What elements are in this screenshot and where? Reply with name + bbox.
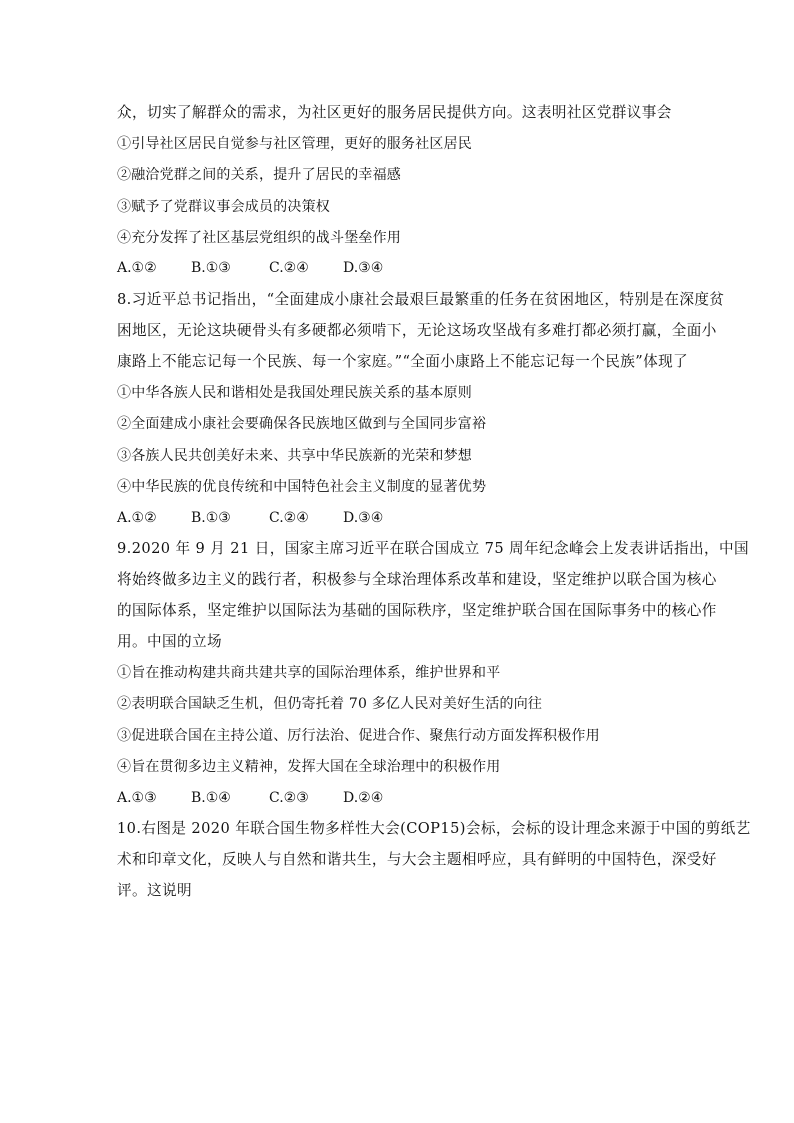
q8-option-4: ④中华民族的优良传统和中国特色社会主义制度的显著优势 (117, 479, 487, 495)
q7-choices (117, 258, 403, 278)
q8-stem-line-1: 8.习近平总书记指出，“全面建成小康社会最艰巨最繁重的任务在贫困地区，特别是在深度贫 (117, 291, 725, 308)
q9-choice-d: D.②④ (343, 790, 384, 806)
q10-stem-line-2: 术和印章文化，反映人与自然和谐共生，与大会主题相呼应，具有鲜明的中国特色，深受好 (117, 851, 717, 868)
q10-stem-line-3: 评。这说明 (117, 882, 192, 899)
q7-choice-d: D.③④ (343, 260, 384, 276)
q8-option-1: ①中华各族人民和谐相处是我国处理民族关系的基本原则 (117, 385, 472, 401)
q8-choices (117, 508, 403, 528)
q7-choice-b: B.①③ (191, 260, 231, 276)
q9-choice-a: A.①③ (117, 790, 157, 806)
q9-option-4: ④旨在贯彻多边主义精神，发挥大国在全球治理中的积极作用 (117, 759, 501, 775)
q10-stem-line-1: 10.右图是 2020 年联合国生物多样性大会(COP15)会标，会标的设计理念来源于中国的剪纸艺 (117, 820, 751, 837)
q9-choices (117, 788, 403, 808)
q7-choice-c: C.②④ (269, 260, 309, 276)
q8-stem-line-2: 困地区，无论这块硬骨头有多硬都必须啃下，无论这场攻坚战有多难打都必须打赢，全面小 (117, 322, 717, 339)
q7-option-2: ②融洽党群之间的关系，提升了居民的幸福感 (117, 167, 401, 183)
q8-option-3: ③各族人民共创美好未来、共享中华民族新的光荣和梦想 (117, 448, 472, 464)
q7-stem-tail: 众，切实了解群众的需求，为社区更好的服务居民提供方向。这表明社区党群议事会 (117, 104, 672, 121)
q8-choice-d: D.③④ (343, 510, 384, 526)
q8-stem-line-3: 康路上不能忘记每一个民族、每一个家庭。”“全面小康路上不能忘记每一个民族”体现了 (117, 353, 689, 370)
q8-option-2: ②全面建成小康社会要确保各民族地区做到与全国同步富裕 (117, 416, 487, 432)
q9-choice-b: B.①④ (191, 790, 231, 806)
q9-option-2: ②表明联合国缺乏生机，但仍寄托着 70 多亿人民对美好生活的向往 (117, 696, 543, 712)
q7-option-4: ④充分发挥了社区基层党组织的战斗堡垒作用 (117, 230, 401, 246)
q8-choice-a: A.①② (117, 510, 157, 526)
q7-option-3: ③赋予了党群议事会成员的决策权 (117, 199, 330, 215)
q7-choice-a: A.①② (117, 260, 157, 276)
q9-option-1: ①旨在推动构建共商共建共享的国际治理体系，维护世界和平 (117, 665, 501, 681)
q9-option-3: ③促进联合国在主持公道、厉行法治、促进合作、聚焦行动方面发挥积极作用 (117, 728, 600, 744)
q8-choice-b: B.①③ (191, 510, 231, 526)
q9-choice-c: C.②③ (269, 790, 309, 806)
q9-stem-line-1: 9.2020 年 9 月 21 日，国家主席习近平在联合国成立 75 周年纪念峰会上发表讲话指出，中国 (117, 540, 749, 557)
q7-option-1: ①引导社区居民自觉参与社区管理，更好的服务社区居民 (117, 136, 472, 152)
q9-stem-line-3: 的国际体系，坚定维护以国际法为基础的国际秩序，坚定维护联合国在国际事务中的核心作 (117, 602, 717, 619)
q9-stem-line-4: 用。中国的立场 (117, 633, 222, 650)
q9-stem-line-2: 将始终做多边主义的践行者，积极参与全球治理体系改革和建设，坚定维护以联合国为核心 (117, 571, 717, 588)
q8-choice-c: C.②④ (269, 510, 309, 526)
